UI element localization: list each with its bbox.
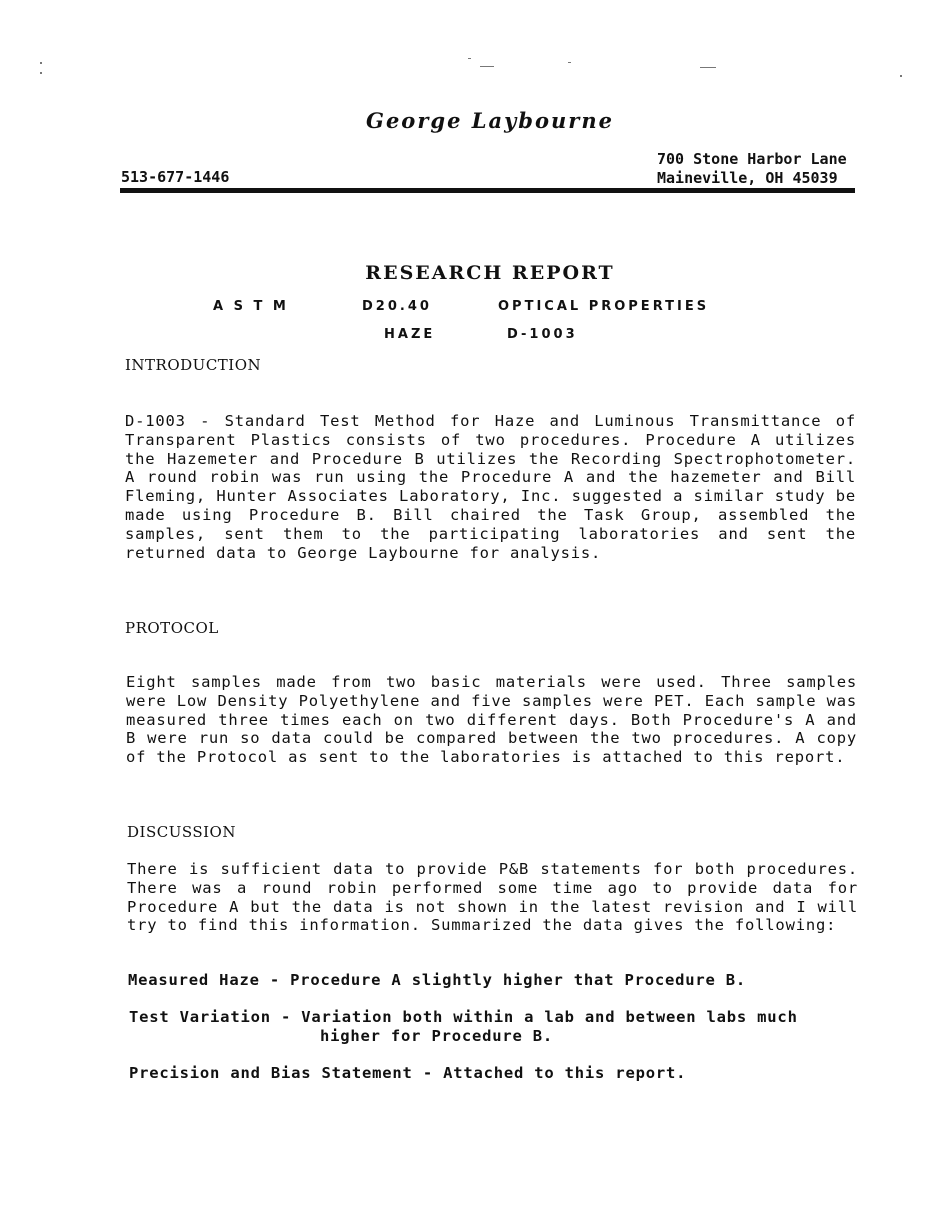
discussion-heading: DISCUSSION [127,823,236,841]
introduction-heading: INTRODUCTION [125,356,262,374]
protocol-heading: PROTOCOL [125,619,219,637]
address-line-1: 700 Stone Harbor Lane [657,150,847,168]
report-title: RESEARCH REPORT [365,262,615,284]
protocol-text: Eight samples made from two basic materials were used. Three samples were Low Density Polyethylene and five samples were PET. Each sample was measured three times each on two different days. Both Procedure's A and B were run so data could be compared between the two procedures. A copy of the Protocol as sent to the laboratories is attached to this report. [126,673,857,767]
summary-haze: Measured Haze - Procedure A slightly higher that Procedure B. [128,971,747,989]
report-org: A S T M [213,299,289,314]
letterhead-rule [120,188,855,193]
scan-speck [900,75,902,77]
scan-speck [480,66,494,67]
letterhead-address [657,150,847,188]
summary-variation-cont: higher for Procedure B. [320,1027,554,1045]
report-subject: OPTICAL PROPERTIES [498,299,710,314]
letterhead-name: George Laybourne [366,108,614,133]
summary-precision: Precision and Bias Statement - Attached to this report. [129,1064,687,1082]
scan-speck [40,62,42,64]
report-topic: HAZE [384,327,436,342]
report-method: D-1003 [507,327,578,342]
report-committee: D20.40 [362,299,432,314]
scan-speck [40,72,42,74]
scan-speck [468,58,471,59]
scan-speck [700,67,716,68]
scan-speck [568,62,571,63]
address-line-2: Maineville, OH 45039 [657,169,838,187]
summary-variation: Test Variation - Variation both within a lab and between labs much [129,1008,798,1026]
letterhead-phone: 513-677-1446 [121,168,230,186]
discussion-text: There is sufficient data to provide P&B statements for both procedures. There was a round robin performed some time ago to provide data for Procedure A but the data is not shown in the latest revision and I will try to find this information. Summarized the data gives the following: [127,860,858,935]
introduction-text: D-1003 - Standard Test Method for Haze and Luminous Transmittance of Transparent Plastics consists of two procedures. Procedure A utilizes the Hazemeter and Procedure B utilizes the Recording Spectrophotometer. A round robin was run using the Procedure A and the hazemeter and Bill Fleming, Hunter Associates Laboratory, Inc. suggested a similar study be made using Procedure B. Bill chaired the Task Group, assembled the samples, sent them to the participating laboratories and sent the returned data to George Laybourne for analysis. [125,412,856,562]
